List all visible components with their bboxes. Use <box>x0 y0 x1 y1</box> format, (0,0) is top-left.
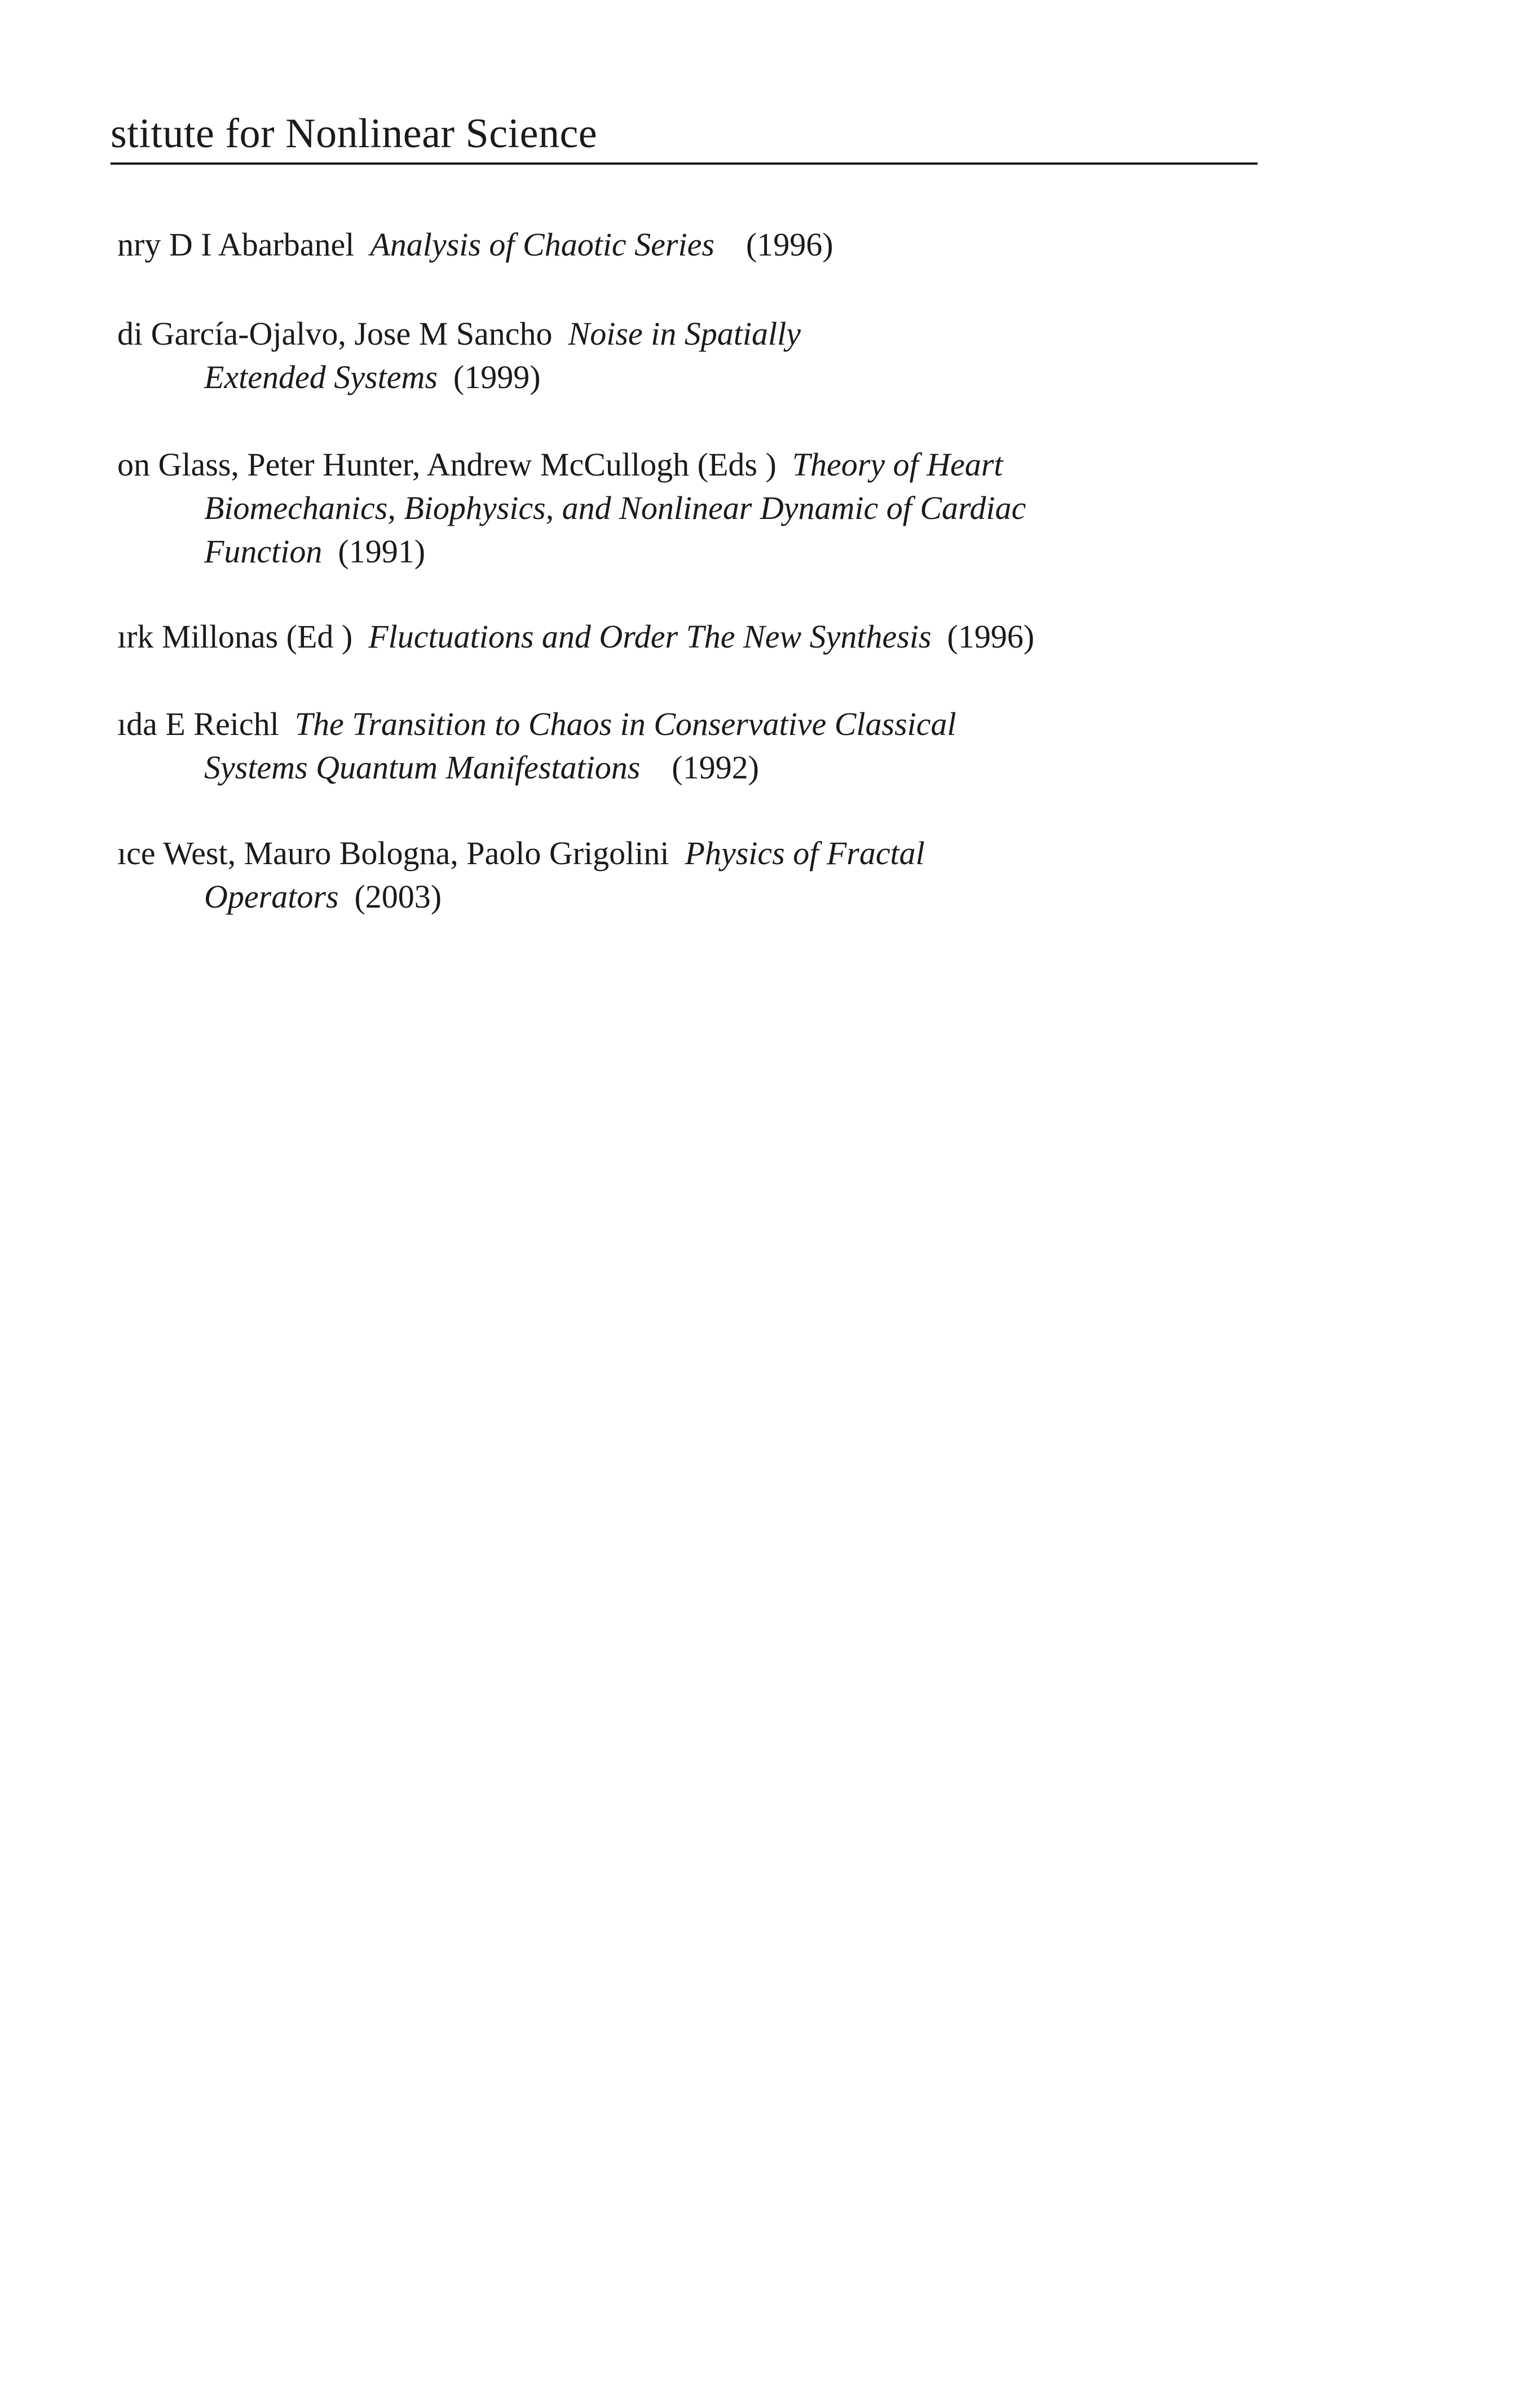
entry-title: Physics of Fractal <box>685 835 925 871</box>
entry-title: Fluctuations and Order The New Synthesis <box>368 618 932 655</box>
entry-authors: di García-Ojalvo, Jose M Sancho <box>117 315 553 352</box>
entry-title-continued: Systems Quantum Manifestations <box>204 749 641 786</box>
entry-year: (1992) <box>672 749 759 786</box>
running-head: stitute for Nonlinear Science <box>111 111 598 157</box>
entry-title-continued: Operators <box>204 878 339 915</box>
entry-authors: ırk Millonas (Ed ) <box>117 618 353 655</box>
entry-title-continued: Extended Systems <box>204 359 438 395</box>
entry-authors: nry D I Abarbanel <box>117 226 355 263</box>
entry-title: Theory of Heart <box>792 446 1003 483</box>
entry-year: (1999) <box>453 359 541 395</box>
entry-authors: on Glass, Peter Hunter, Andrew McCullogh (Eds ) <box>117 446 777 483</box>
entry-authors: ıce West, Mauro Bologna, Paolo Grigolini <box>117 835 669 871</box>
entry-year: (1996) <box>746 226 833 263</box>
entry-title: Analysis of Chaotic Series <box>370 226 714 263</box>
entry-year: (1991) <box>338 533 426 570</box>
header-rule <box>111 162 1258 165</box>
entry-title-continued: Biomechanics, Biophysics, and Nonlinear Dynamic of Cardiac <box>204 490 1026 526</box>
entry-title-continued: Function <box>204 533 323 570</box>
entry-authors: ıda E Reichl <box>117 706 279 742</box>
entry-title: Noise in Spatially <box>568 315 801 352</box>
entry-year: (2003) <box>354 878 442 915</box>
entry-year: (1996) <box>947 618 1035 655</box>
entry-title: The Transition to Chaos in Conservative Classical <box>294 706 956 742</box>
